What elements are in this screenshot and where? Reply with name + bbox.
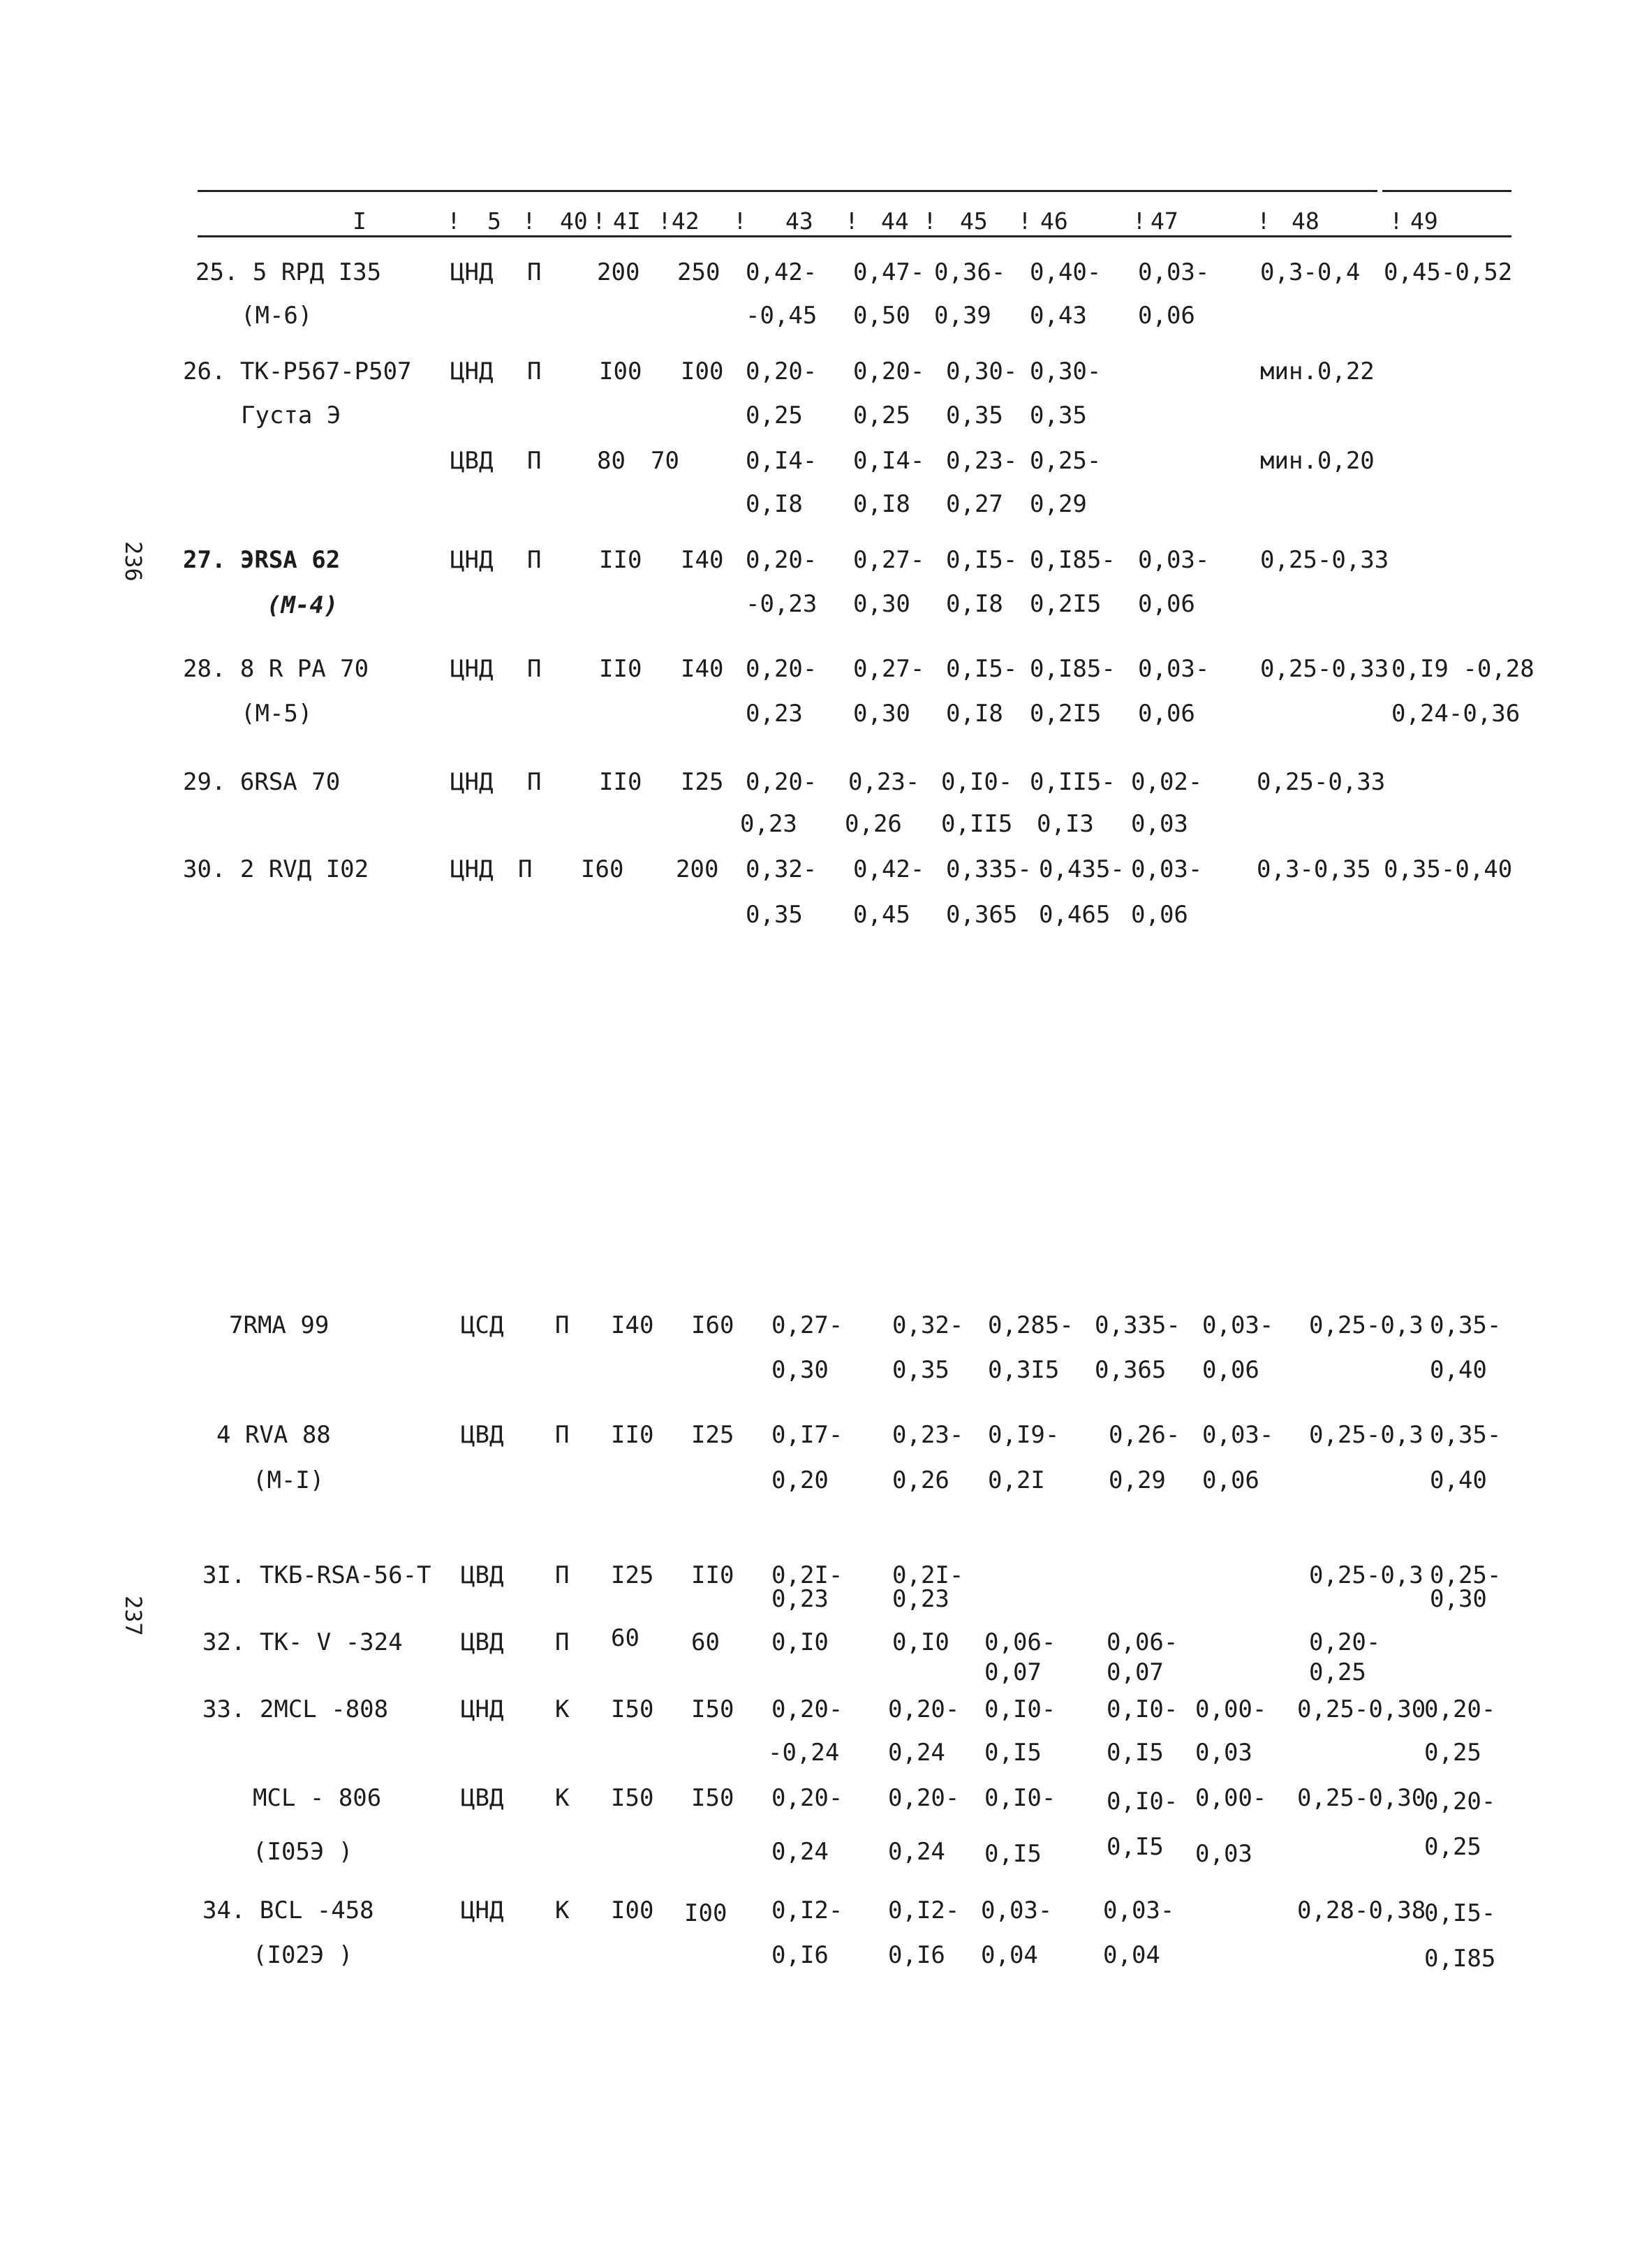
row-name: 26. TK-P567-P507: [183, 358, 412, 385]
row-name-sub: (M-5): [241, 700, 313, 728]
cell-type: П: [555, 1421, 570, 1449]
header-sep: !: [1389, 207, 1403, 235]
cell-40: 80: [597, 447, 626, 475]
cell-44: 0,I4-: [853, 447, 925, 475]
cell-cylinder: ЦНД: [450, 768, 494, 796]
cell-40: II0: [599, 768, 642, 796]
cell-46: 0,35: [1030, 402, 1087, 429]
cell-45: 0,36-: [934, 258, 1006, 286]
cell-43: 0,20-: [746, 358, 818, 385]
cell-44: 0,27-: [853, 655, 925, 683]
cell-46: 0,II5-: [1030, 768, 1116, 796]
cell-45: 0,07: [984, 1658, 1042, 1686]
header-col-46: 46: [1040, 207, 1068, 235]
cell-43: 0,23: [771, 1585, 829, 1613]
cell-44: 0,27-: [853, 546, 925, 574]
cell-cylinder: ЦВД: [461, 1561, 504, 1589]
cell-48: 0,25-0,3: [1309, 1311, 1424, 1339]
cell-49: 0,25: [1424, 1739, 1481, 1767]
cell-48: мин.0,22: [1260, 358, 1375, 385]
cell-49: 0,35-: [1430, 1421, 1502, 1449]
cell-43: 0,I4-: [746, 447, 818, 475]
cell-47: 0,03-: [1138, 258, 1210, 286]
row-name: 25. 5 RPД I35: [195, 258, 382, 286]
row-name: 7RMA 99: [229, 1311, 330, 1339]
cell-45: 0,I0-: [941, 768, 1013, 796]
cell-46: 0,26-: [1109, 1421, 1181, 1449]
row-name: MCL - 806: [253, 1784, 382, 1812]
cell-49: 0,I5-: [1424, 1899, 1496, 1927]
cell-45: 0,I9-: [988, 1421, 1060, 1449]
cell-48: мин.0,20: [1260, 447, 1375, 475]
header-sep: !: [592, 207, 606, 235]
header-sep: !: [923, 207, 937, 235]
page-number-bottom: 237: [120, 1596, 147, 1636]
cell-40: I50: [611, 1784, 654, 1812]
cell-49: 0,35-: [1430, 1311, 1502, 1339]
cell-40: I50: [611, 1695, 654, 1723]
header-col-41: 4I: [613, 207, 641, 235]
cell-45: 0,27: [946, 490, 1003, 518]
cell-47: 0,06: [1138, 590, 1195, 618]
cell-44: 0,20-: [853, 358, 925, 385]
cell-cylinder: ЦНД: [450, 358, 494, 385]
cell-cylinder: ЦНД: [450, 855, 494, 883]
cell-46: 0,335-: [1095, 1311, 1181, 1339]
cell-46: 0,2I5: [1030, 700, 1102, 728]
cell-49: 0,20-: [1424, 1788, 1496, 1816]
cell-45: 0,I8: [946, 590, 1003, 618]
cell-44: 0,50: [853, 302, 910, 330]
header-col-43: 43: [785, 207, 813, 235]
cell-48: 0,25-0,33: [1260, 546, 1389, 574]
cell-48: 0,25-0,30: [1297, 1784, 1426, 1812]
cell-type: П: [518, 855, 533, 883]
cell-type: П: [527, 768, 542, 796]
header-sep: !: [1257, 207, 1271, 235]
cell-45: 0,35: [946, 402, 1003, 429]
row-name: 34. BCL -458: [202, 1897, 374, 1924]
cell-40: I60: [581, 855, 624, 883]
cell-43: 0,I0: [771, 1628, 829, 1656]
cell-47: 0,03-: [1202, 1421, 1274, 1449]
cell-type: К: [555, 1695, 570, 1723]
cell-46: 0,435-: [1039, 855, 1125, 883]
cell-45: 0,I0-: [984, 1695, 1056, 1723]
cell-41: II0: [691, 1561, 734, 1589]
header-col-48: 48: [1292, 207, 1319, 235]
cell-41: I40: [681, 546, 724, 574]
cell-43: 0,32-: [746, 855, 818, 883]
cell-40: II0: [599, 546, 642, 574]
cell-49: 0,45-0,52: [1384, 258, 1513, 286]
cell-46: 0,I3: [1037, 810, 1094, 838]
cell-43: 0,20: [771, 1466, 829, 1494]
cell-45: 0,04: [981, 1941, 1038, 1969]
cell-41: I00: [681, 358, 724, 385]
cell-47: 0,06: [1131, 901, 1188, 929]
cell-44: 0,23-: [848, 768, 920, 796]
cell-41: 60: [691, 1628, 720, 1656]
row-name: 28. 8 R PA 70: [183, 655, 369, 683]
cell-44: 0,30: [853, 590, 910, 618]
cell-41: I50: [691, 1695, 734, 1723]
cell-cylinder: ЦНД: [450, 655, 494, 683]
cell-44: 0,I8: [853, 490, 910, 518]
cell-45: 0,30-: [946, 358, 1018, 385]
cell-43: 0,I8: [746, 490, 803, 518]
row-name-sub: (M-4): [267, 591, 339, 619]
cell-45: 0,I5-: [946, 546, 1018, 574]
header-sep: !: [845, 207, 859, 235]
cell-48: 0,25-0,3: [1309, 1561, 1424, 1589]
cell-46: 0,03-: [1103, 1897, 1175, 1924]
header-sep: !: [733, 207, 747, 235]
cell-41: I60: [691, 1311, 734, 1339]
cell-type: П: [555, 1311, 570, 1339]
header-top-rule-right: [1382, 190, 1511, 192]
cell-48: 0,3-0,35: [1257, 855, 1371, 883]
row-name: 30. 2 RVД I02: [183, 855, 369, 883]
cell-48: 0,25: [1309, 1658, 1366, 1686]
cell-45: 0,39: [934, 302, 991, 330]
row-name: 29. 6RSA 70: [183, 768, 341, 796]
cell-44: 0,42-: [853, 855, 925, 883]
cell-48: 0,25-0,33: [1257, 768, 1386, 796]
cell-46: 0,43: [1030, 302, 1087, 330]
cell-44: 0,47-: [853, 258, 925, 286]
cell-43: -0,45: [746, 302, 818, 330]
cell-47: 0,03: [1195, 1840, 1252, 1868]
cell-type: П: [527, 358, 542, 385]
cell-type: П: [555, 1628, 570, 1656]
cell-cylinder: ЦНД: [461, 1897, 504, 1924]
cell-43: 0,20-: [746, 768, 818, 796]
cell-41: I25: [681, 768, 724, 796]
header-col-49: 49: [1410, 207, 1438, 235]
row-name: 4 RVA 88: [216, 1421, 331, 1449]
cell-47: 0,03-: [1138, 546, 1210, 574]
cell-48: 0,3-0,4: [1260, 258, 1361, 286]
cell-45: 0,06-: [984, 1628, 1056, 1656]
cell-44: 0,26: [845, 810, 902, 838]
cell-44: 0,20-: [888, 1784, 960, 1812]
row-name-sub: (M-6): [241, 302, 313, 330]
cell-44: 0,24: [888, 1838, 945, 1866]
cell-43: 0,27-: [771, 1311, 843, 1339]
cell-cylinder: ЦВД: [461, 1784, 504, 1812]
cell-cylinder: ЦНД: [450, 546, 494, 574]
cell-40: I00: [599, 358, 642, 385]
header-bottom-rule: [198, 235, 1511, 237]
cell-43: 0,20-: [771, 1784, 843, 1812]
cell-45: 0,I0-: [984, 1784, 1056, 1812]
row-name-sub: (M-I): [253, 1466, 325, 1494]
cell-44: 0,30: [853, 700, 910, 728]
cell-44: 0,I0: [892, 1628, 949, 1656]
cell-46: 0,25-: [1030, 447, 1102, 475]
cell-43: 0,20-: [746, 655, 818, 683]
cell-44: 0,32-: [892, 1311, 964, 1339]
row-name-sub: (I02Э ): [253, 1941, 353, 1969]
row-name: 27. ЭRSA 62: [183, 546, 341, 574]
cell-46: 0,365: [1095, 1356, 1167, 1384]
cell-41: I00: [684, 1899, 727, 1927]
cell-49: 0,40: [1430, 1356, 1487, 1384]
cell-41: 200: [676, 855, 719, 883]
cell-43: 0,20-: [746, 546, 818, 574]
cell-43: 0,35: [746, 901, 803, 929]
header-col-42: !42: [658, 207, 700, 235]
header-sep: !: [447, 207, 461, 235]
header-top-rule: [198, 190, 1377, 192]
cell-43: 0,25: [746, 402, 803, 429]
cell-type: П: [527, 447, 542, 475]
cell-46: 0,30-: [1030, 358, 1102, 385]
cell-cylinder: ЦСД: [461, 1311, 504, 1339]
cell-49: 0,40: [1430, 1466, 1487, 1494]
cell-cylinder: ЦВД: [450, 447, 494, 475]
header-col-40: 40: [560, 207, 588, 235]
cell-type: К: [555, 1897, 570, 1924]
header-col-47: 47: [1151, 207, 1178, 235]
header-sep: !: [1132, 207, 1146, 235]
cell-45: 0,335-: [946, 855, 1032, 883]
cell-46: 0,I85-: [1030, 546, 1116, 574]
cell-cylinder: ЦНД: [461, 1695, 504, 1723]
cell-45: 0,I8: [946, 700, 1003, 728]
header-sep: !: [1018, 207, 1032, 235]
cell-43: 0,24: [771, 1838, 829, 1866]
row-name-sub: (I05Э ): [253, 1838, 353, 1866]
cell-44: 0,26: [892, 1466, 949, 1494]
cell-49: 0,24-0,36: [1391, 700, 1521, 728]
cell-44: 0,I6: [888, 1941, 945, 1969]
cell-47: 0,06: [1202, 1466, 1259, 1494]
cell-47: 0,03-: [1202, 1311, 1274, 1339]
row-name-sub: Густа Э: [241, 402, 341, 429]
cell-43: 0,20-: [771, 1695, 843, 1723]
cell-46: 0,07: [1107, 1658, 1164, 1686]
cell-type: К: [555, 1784, 570, 1812]
cell-46: 0,I0-: [1107, 1788, 1178, 1816]
cell-44: 0,45: [853, 901, 910, 929]
cell-type: П: [555, 1561, 570, 1589]
cell-48: 0,25-0,30: [1297, 1695, 1426, 1723]
cell-46: 0,29: [1109, 1466, 1166, 1494]
cell-49: 0,20-: [1424, 1695, 1496, 1723]
cell-49: 0,I85: [1424, 1945, 1496, 1973]
cell-45: 0,I5-: [946, 655, 1018, 683]
cell-45: 0,365: [946, 901, 1018, 929]
cell-44: 0,I2-: [888, 1897, 960, 1924]
cell-40: 200: [597, 258, 640, 286]
cell-44: 0,2I-: [892, 1561, 964, 1589]
cell-45: 0,03-: [981, 1897, 1053, 1924]
cell-type: П: [527, 655, 542, 683]
cell-47: 0,00-: [1195, 1695, 1267, 1723]
row-name: 3I. TKБ-RSA-56-T: [202, 1561, 431, 1589]
cell-cylinder: ЦВД: [461, 1628, 504, 1656]
cell-49: 0,35-0,40: [1384, 855, 1513, 883]
cell-46: 0,06-: [1107, 1628, 1178, 1656]
cell-43: 0,23: [740, 810, 797, 838]
page-number-top: 236: [120, 541, 147, 582]
cell-44: 0,24: [888, 1739, 945, 1767]
cell-49: 0,25-: [1430, 1561, 1502, 1589]
cell-49: 0,25: [1424, 1833, 1481, 1861]
cell-47: 0,03-: [1131, 855, 1203, 883]
cell-44: 0,23-: [892, 1421, 964, 1449]
cell-44: 0,20-: [888, 1695, 960, 1723]
cell-45: 0,II5: [941, 810, 1013, 838]
cell-45: 0,3I5: [988, 1356, 1060, 1384]
cell-43: 0,I7-: [771, 1421, 843, 1449]
cell-46: 0,29: [1030, 490, 1087, 518]
row-name: 32. TK- V -324: [202, 1628, 403, 1656]
header-sep: !: [522, 207, 536, 235]
header-col-5: 5: [487, 207, 501, 235]
cell-43: 0,30: [771, 1356, 829, 1384]
cell-46: 0,465: [1039, 901, 1111, 929]
cell-45: 0,285-: [988, 1311, 1074, 1339]
cell-48: 0,28-0,38: [1297, 1897, 1426, 1924]
cell-46: 0,04: [1103, 1941, 1160, 1969]
cell-cylinder: ЦВД: [461, 1421, 504, 1449]
cell-43: 0,42-: [746, 258, 818, 286]
cell-43: 0,2I-: [771, 1561, 843, 1589]
cell-41: 70: [651, 447, 679, 475]
cell-43: 0,I6: [771, 1941, 829, 1969]
cell-48: 0,20-: [1309, 1628, 1381, 1656]
row-name: 33. 2MCL -808: [202, 1695, 389, 1723]
cell-43: -0,24: [768, 1739, 840, 1767]
cell-46: 0,I5: [1107, 1833, 1164, 1861]
cell-46: 0,I5: [1107, 1739, 1164, 1767]
cell-type: П: [527, 258, 542, 286]
cell-47: 0,00-: [1195, 1784, 1267, 1812]
cell-40: I00: [611, 1897, 654, 1924]
cell-41: I25: [691, 1421, 734, 1449]
cell-47: 0,06: [1138, 700, 1195, 728]
cell-47: 0,06: [1202, 1356, 1259, 1384]
cell-44: 0,23: [892, 1585, 949, 1613]
cell-40: I25: [611, 1561, 654, 1589]
cell-45: 0,23-: [946, 447, 1018, 475]
cell-48: 0,25-0,3: [1309, 1421, 1424, 1449]
cell-40: II0: [599, 655, 642, 683]
cell-43: 0,I2-: [771, 1897, 843, 1924]
cell-45: 0,2I: [988, 1466, 1045, 1494]
cell-40: 60: [611, 1624, 639, 1652]
header-col-1: I: [353, 207, 367, 235]
cell-49: 0,I9 -0,28: [1391, 655, 1535, 683]
cell-47: 0,06: [1138, 302, 1195, 330]
cell-46: 0,I85-: [1030, 655, 1116, 683]
cell-47: 0,03-: [1138, 655, 1210, 683]
cell-41: I40: [681, 655, 724, 683]
cell-47: 0,03: [1195, 1739, 1252, 1767]
cell-46: 0,40-: [1030, 258, 1102, 286]
cell-48: 0,25-0,33: [1260, 655, 1389, 683]
cell-40: II0: [611, 1421, 654, 1449]
cell-41: I50: [691, 1784, 734, 1812]
cell-47: 0,03: [1131, 810, 1188, 838]
header-col-44: 44: [881, 207, 909, 235]
cell-cylinder: ЦНД: [450, 258, 494, 286]
cell-46: 0,2I5: [1030, 590, 1102, 618]
cell-43: -0,23: [746, 590, 818, 618]
cell-41: 250: [677, 258, 720, 286]
cell-45: 0,I5: [984, 1840, 1042, 1868]
cell-40: I40: [611, 1311, 654, 1339]
cell-44: 0,25: [853, 402, 910, 429]
cell-44: 0,35: [892, 1356, 949, 1384]
cell-47: 0,02-: [1131, 768, 1203, 796]
cell-45: 0,I5: [984, 1739, 1042, 1767]
cell-46: 0,I0-: [1107, 1695, 1178, 1723]
cell-49: 0,30: [1430, 1585, 1487, 1613]
header-col-45: 45: [960, 207, 988, 235]
cell-type: П: [527, 546, 542, 574]
cell-43: 0,23: [746, 700, 803, 728]
